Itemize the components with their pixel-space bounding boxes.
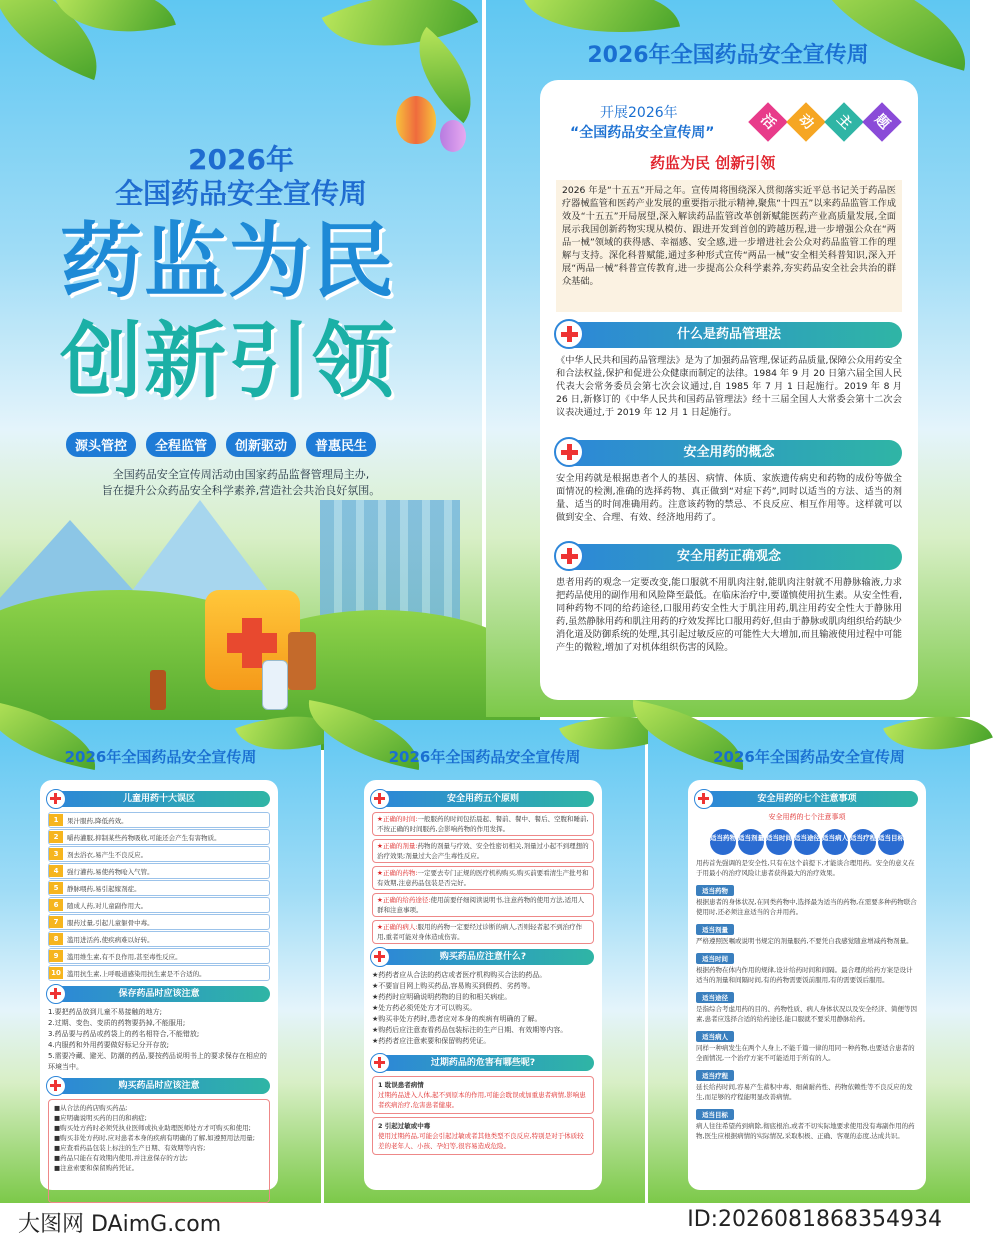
tag-full-supervision: 全程监管 [146, 432, 216, 457]
medical-cross-icon [370, 1053, 390, 1073]
principle-item [372, 812, 594, 836]
list-item: ■应查看药品包装上标注的生产日期、有效期等内容; [54, 1144, 206, 1152]
list-item: ■应明确说明买药的目的和病症; [54, 1114, 147, 1122]
note-circle: 适当药物 [710, 829, 736, 855]
purchase-list [48, 1099, 270, 1203]
list-item: ■购买非处方药时,应对患者本身的疾病有明确的了解,如遵照用法用量; [54, 1134, 255, 1142]
tip-row [48, 897, 270, 913]
section-head-safe-concept: 安全用药的概念 [556, 440, 902, 466]
theme-char-badge: 动 [786, 102, 826, 142]
tip-text: 果汁服药,降低药效。 [67, 816, 128, 825]
note-tag: 适当药物 [696, 885, 734, 896]
harm-text: 过期药品进入人体,起不到原本的作用,可能会耽误或加重患者病情,影响患者疾病治疗,危害患者健康。 [378, 1091, 586, 1109]
tip-number: 7 [49, 916, 63, 928]
section-head-purchase: 购买药品时应该注意 [48, 1078, 270, 1094]
note-tag: 适当病人 [696, 1031, 734, 1042]
harm-title [378, 1080, 588, 1090]
year-title: 2026年 [188, 143, 294, 176]
medicine-bottle [262, 660, 288, 710]
list-item: 1.要把药品放到儿童不易接触的地方; [48, 1008, 163, 1016]
medicine-bottle [150, 670, 166, 710]
section-text-safe-concept: 安全用药就是根据患者个人的基因、病情、体质、家族遗传病史和药物的成份等做全面情况的检测,准确的选择药物、真正做到“对症下药”,同时以适当的方法、适当的剂量、适当的时间准确用药。注意该药物的禁忌、不良反应、相互作用等。这样就可以做到安全、合理、有效、经济地用药了。 [556, 473, 902, 523]
principle-text: 药物的剂量与疗效、安全性密切相关,剂量过小起不到理想的治疗效果;剂量过大会产生毒性反应。 [377, 842, 589, 860]
principles-list [372, 812, 594, 944]
medical-cross-icon [46, 984, 66, 1004]
tip-text: 滥用维生素,有不良作用,甚至毒性反应。 [67, 952, 182, 961]
principle-label: ★正确的剂量: [377, 842, 418, 850]
section-text-correct-view: 患者用药的观念一定要改变,能口服就不用肌肉注射,能肌肉注射就不用静脉输液,力求把药品使用的副作用和风险降至最低。在临床治疗中,要谨慎使用抗生素。从安全性看,同种药物不同的给药途径,口服用药安全性大于肌注用药,肌注用药安全性大于静脉用药,虽然静脉用药和肌注用药的疗效发挥比口服用药好,但由于静脉或肌肉组织给药缺少消化道及防御系统的处理,其引起过敏反应的可能性大大增加,而且输液使用过程中可能产生的微粒,增加了对机体组织伤害的风险。 [556, 577, 902, 653]
tip-row [48, 880, 270, 896]
tip-text: 静脉喂药,易引起嫁剂症。 [67, 884, 141, 893]
harm-number: 2 [378, 1122, 385, 1130]
list-item: ■从合法的药店购买药品; [54, 1104, 128, 1112]
launch-line2: “全国药品安全宣传周” [570, 125, 715, 141]
tip-text: 随成人药,对儿童副作用大。 [67, 901, 148, 910]
theme-char-badge: 题 [862, 102, 902, 142]
poster-4 [324, 720, 645, 1203]
principle-text: 一般服药的时间包括晨起、餐前、餐中、餐后、空腹和睡前,不按正确的时间服药,会影响药物的作用发挥。 [377, 815, 589, 833]
theme-char-badge: 活 [748, 102, 788, 142]
tip-text: 滥用抗生素,上呼吸道感染用抗生素是不合适的。 [67, 969, 206, 978]
note-tag: 适当目标 [696, 1109, 734, 1120]
medical-cross-icon [370, 947, 390, 967]
note-tag: 适当剂量 [696, 924, 734, 935]
section-head-seven-notes: 安全用药的七个注意事项 [696, 791, 918, 807]
harm-title-text: 耽误患者病情 [384, 1081, 424, 1089]
tip-row [48, 812, 270, 828]
principle-text: 一定要去专门正规的医疗机构购买,购买前要看清生产批号和有效期,注意药品包装是否完好。 [377, 869, 589, 887]
tip-row [48, 931, 270, 947]
expired-harms-list [372, 1076, 594, 1155]
seven-notes-list [696, 878, 918, 1140]
poster-3 [0, 720, 321, 1203]
hot-air-balloon [396, 96, 436, 144]
poster4-header-title: 2026年全国药品安全宣传周 [388, 748, 581, 766]
note-circle: 适当时间 [766, 829, 792, 855]
poster-5 [648, 720, 970, 1203]
tip-row [48, 829, 270, 845]
child-tips-list [48, 812, 270, 981]
medical-cross-icon [227, 633, 277, 653]
section-head-buying: 购买药品应注意什么? [372, 949, 594, 965]
harm-text: 使用过期药品,可能会引起过敏或者其他类型不良反应,特别是对于体质较差的老年人、小孩、孕妇等,很容易造成危险。 [378, 1132, 584, 1150]
section-head-five-principles: 安全用药五个原则 [372, 791, 594, 807]
note-text: 是指综合考虑用药的目的、药物性质、病人身体状况以及安全经济、简便等因素,患者应选择合适的给药途径,能口服就不要采用静脉给药。 [696, 1005, 917, 1023]
poster1-desc-line2: 旨在提升公众药品安全科学素养,营造社会共治良好氛围。 [101, 484, 381, 497]
medical-cross-icon [46, 789, 66, 809]
medical-cross-icon [554, 541, 584, 571]
seven-notes-circles [696, 825, 918, 855]
poster4-content-card [364, 780, 602, 1190]
seven-notes-intro: 用药首先强调的是安全性,只有在这个前提下,才能谈合理用药。安全的意义在于用最小的治疗风险让患者获得最大的治疗效果。 [696, 859, 915, 877]
tip-number: 5 [49, 882, 63, 894]
principle-label: ★正确的时间: [377, 815, 418, 823]
poster2-content-card [540, 80, 918, 700]
medical-cross-icon [694, 789, 714, 809]
list-item: ■药品只能在有效期内使用,并注意保存的方法; [54, 1154, 188, 1162]
section-head-correct-view: 安全用药正确观念 [556, 544, 902, 570]
image-id: ID:2026081868354934 [687, 1207, 942, 1232]
site-watermark: 大图网 DAimG.com [18, 1212, 222, 1237]
principle-item [372, 920, 594, 944]
harm-title [378, 1121, 588, 1131]
tip-number: 10 [49, 967, 63, 979]
activity-theme-badges [754, 108, 896, 136]
tag-innovation: 创新驱动 [226, 432, 296, 457]
tip-text: 嚼药灌服,抑制某些药物吸收,可能还会产生有害物质。 [67, 833, 221, 842]
note-tag: 适当途径 [696, 992, 734, 1003]
list-item: 2.过期、变色、变质的药物要扔掉,不能服用; [48, 1019, 186, 1027]
watermark-footer [0, 1203, 970, 1238]
tip-number: 3 [49, 848, 63, 860]
list-item: ■注意索要和保留购药凭证。 [54, 1164, 139, 1172]
tip-row [48, 965, 270, 981]
medical-cross-icon [554, 319, 584, 349]
storage-list [48, 1007, 270, 1073]
list-item: ★药药者应从合法的药店或者医疗机构购买合法的药品。 [372, 971, 547, 979]
note-circle: 适当途径 [794, 829, 820, 855]
principle-text: 使用前要仔细阅读说明书,注意药物的使用方法,适用人群和注意事项。 [377, 896, 585, 914]
section-head-expired: 过期药品的危害有哪些呢? [372, 1055, 594, 1071]
note-text: 同样一种病发生在两个人身上,不能千篇一律的用同一种药物,也要适合患者的全面情况,一个治疗方案不可能适用于所有的人。 [696, 1044, 915, 1062]
principle-item [372, 839, 594, 863]
list-item: ■购买处方药时必须凭执业医师或执业助理医师处方才可购买和使用; [54, 1124, 251, 1132]
poster-2 [486, 0, 970, 717]
medical-cross-icon [554, 437, 584, 467]
tip-number: 2 [49, 831, 63, 843]
list-item: ★购买非处方药时,患者应对本身的疾病有明确的了解。 [372, 1015, 542, 1023]
poster1-desc-line1: 全国药品安全宣传周活动由国家药品监督管理局主办, [112, 468, 370, 481]
poster2-header-title: 2026年全国药品安全宣传周 [587, 43, 869, 68]
note-text: 根据患者的身体状况,在同类药物中,选择最为适当的药物,在需要多种药物联合使用时,还必须注意适当的合并用药。 [696, 898, 917, 916]
poster5-content-card [688, 780, 926, 1190]
principle-label: ★正确的药物: [377, 869, 418, 877]
principle-text: 服用的药物一定要经过诊断的病人,否则轻者起不到治疗作用,重者可能对身体造成伤害。 [377, 923, 583, 941]
tip-row [48, 914, 270, 930]
list-item: ★购药后应注意查看药品包装标注的生产日期、有效期等内容。 [372, 1026, 568, 1034]
poster2-intro: 2026 年是“十五五”开局之年。宣传周将围绕深入贯彻落实近平总书记关于药品医疗器械监管和医药产业发展的重要指示批示精神,聚焦“十四五”以来药品监管工作成效及“十五五”开局展望,深入解读药品监管改革创新赋能医药产业高质量发展,全面展示我国创新药物实现从模仿、跟进开发到首创的跨越历程,进一步增强公众在“两品一械”领域的获得感、幸福感、安全感,进一步增进社会公众对药品监管工作的理解与支持。深化科普赋能,通过多种形式宣传“两品一械”安全相关科普知识,深入开展“两品一械”科普宣传教育,进一步提高公众科学素养,夯实药品安全社会共治的群众基础。 [556, 180, 902, 312]
principle-item [372, 893, 594, 917]
tip-number: 4 [49, 865, 63, 877]
theme-text: 药监为民 创新引领 [650, 154, 776, 172]
main-slogan-line2: 创新引领 [60, 314, 397, 409]
poster3-content-card [40, 780, 278, 1190]
tag-public-welfare: 普惠民生 [306, 432, 376, 457]
list-item: ★药药时应明确说明药物的目的和相关病症。 [372, 993, 512, 1001]
list-item: ★不要盲目网上购买药品,容易购买到假药、劣药等。 [372, 982, 535, 990]
tip-number: 9 [49, 950, 63, 962]
theme-char-badge: 主 [824, 102, 864, 142]
tag-row [66, 432, 426, 457]
section-text-drug-law: 《中华人民共和国药品管理法》是为了加强药品管理,保证药品质量,保障公众用药安全和合法权益,保护和促进公众健康而制定的法律。1984 年 9 月 20 日第六届全国人民代表大会常务委员会第七次会议通过,自 1985 年 7 月 1 日起施行。2019 年 8 月 26 日,新修订的《中华人民共和国药品管理法》经十三届全国人大常委会第十二次会议表决通过,于 2019 年 12 月 1 日起施行。 [556, 355, 902, 418]
tip-text: 强行灌药,易使药物呛入气管。 [67, 867, 154, 876]
note-circle: 适当剂量 [738, 829, 764, 855]
list-item: 3.药品要与药品或药袋上的药名相符合,不能错放; [48, 1030, 200, 1038]
note-text: 严格遵照医嘱或说明书规定的剂量服药,不要凭自我感觉随意增减药物剂量。 [696, 937, 913, 945]
harm-item [372, 1076, 594, 1114]
medical-cross-icon [46, 1076, 66, 1096]
note-text: 病人往往希望药到病除,彻底根治,或者不切实际地要求使用没有毒副作用的药物,医生应根据病情的实际情况,采取积极、正确、客观的态度,达成共识。 [696, 1122, 915, 1140]
launch-line1: 开展2026年 [600, 105, 678, 121]
tip-text: 滥用进活药,使疾病难以好转。 [67, 935, 154, 944]
list-item: ★处方药必须凭处方才可以购买。 [372, 1004, 477, 1012]
list-item: 4.内服药和外用药要做好标记分开存放; [48, 1041, 170, 1049]
tag-source-control: 源头管控 [66, 432, 136, 457]
section-head-storage: 保存药品时应该注意 [48, 986, 270, 1002]
note-circle: 适当目标 [878, 829, 904, 855]
medical-cross-icon [370, 789, 390, 809]
harm-item [372, 1117, 594, 1155]
tip-text: 服药过量,引起儿童躯骨中毒。 [67, 918, 154, 927]
section-head-drug-law: 什么是药品管理法 [556, 322, 902, 348]
note-tag: 适当疗程 [696, 1070, 734, 1081]
tip-number: 6 [49, 899, 63, 911]
list-item: ★药药者应注意索要和保留购药凭证。 [372, 1037, 491, 1045]
tip-row [48, 863, 270, 879]
poster3-header-title: 2026年全国药品安全宣传周 [64, 748, 257, 766]
note-text: 延长给药时间,容易产生蓄积中毒、细菌耐药性、药物依赖性等不良反应的发生,而足够的疗程能明显改善病情。 [696, 1083, 913, 1101]
note-circle: 适当疗程 [850, 829, 876, 855]
harm-title-text: 引起过敏或中毒 [384, 1122, 431, 1130]
poster-1 [0, 0, 482, 717]
medicine-bottle [288, 632, 316, 690]
principle-item [372, 866, 594, 890]
tip-row [48, 948, 270, 964]
list-item: 5.需要冷藏、避光、防潮的药品,要按药品说明书上的要求保存在相应的环境当中。 [48, 1052, 267, 1071]
note-text: 根据药物在体内作用的规律,设计给药时间和间隔。最合理的给药方案是设计适当的剂量和间隔时间,有的药物需要饭前服用,有的需要饭后服用。 [696, 966, 913, 984]
tip-number: 8 [49, 933, 63, 945]
note-circle: 适当病人 [822, 829, 848, 855]
seven-notes-subtitle: 安全用药的七个注意事项 [768, 813, 846, 821]
tip-row [48, 846, 270, 862]
buying-list [372, 970, 594, 1050]
week-title: 全国药品安全宣传周 [114, 177, 367, 210]
principle-label: ★正确的给药途径: [377, 896, 431, 904]
principle-label: ★正确的病人: [377, 923, 418, 931]
main-slogan-line1: 药监为民 [60, 214, 397, 309]
tip-text: 剂去浴衣,易产生不良反应。 [67, 850, 148, 859]
section-head-child-tips: 儿童用药十大误区 [48, 791, 270, 807]
harm-number: 1 [378, 1081, 385, 1089]
tip-number: 1 [49, 814, 63, 826]
poster5-header-title: 2026年全国药品安全宣传周 [713, 748, 905, 766]
note-tag: 适当时间 [696, 953, 734, 964]
